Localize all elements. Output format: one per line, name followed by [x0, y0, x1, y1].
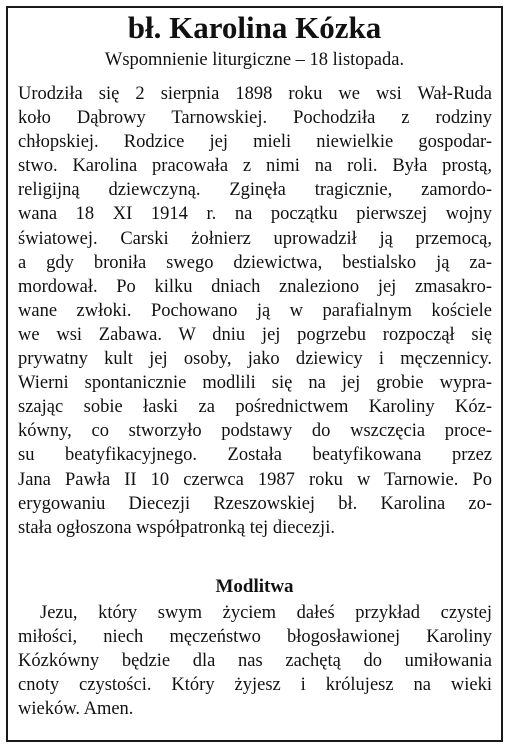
biography-line: wana 18 XI 1914 r. na początku pierwszej wojny — [18, 204, 492, 225]
prayer-line: Kózkówny będzie dla nas zachętą do umiłowania — [18, 651, 492, 672]
biography-line: Wierni spontanicznie modlili się na jej grobie wypra- — [18, 373, 492, 394]
biography-text — [18, 82, 492, 540]
page-subtitle: Wspomnienie liturgiczne – 18 listopada. — [104, 50, 405, 70]
biography-line: światowej. Carski żołnierz uprowadził ją przemocą, — [18, 228, 492, 249]
prayer-line: wieków. Amen. — [18, 699, 134, 720]
biography-line: religijną dziewczyną. Zginęła tragicznie, zamordo- — [18, 180, 492, 201]
biography-line: erygowaniu Diecezji Rzeszowskiej bł. Karolina zo- — [18, 493, 492, 514]
biography-line: szając sobie łaski za pośrednictwem Karoliny Kóz- — [18, 397, 492, 418]
biography-line: mordował. Po kilku dniach znaleziono jej zmasakro- — [18, 276, 492, 297]
biography-line: we wsi Zabawa. W dniu jej pogrzebu rozpoczął się — [18, 324, 492, 345]
biography-line: koło Dąbrowy Tarnowskiej. Pochodziła z rodziny — [18, 108, 492, 129]
biography-line: wane zwłoki. Pochowano ją w parafialnym kościele — [18, 300, 492, 321]
biography-line: chłopskiej. Rodzice jej mieli niewielkie gospodar- — [18, 132, 492, 153]
biography-line: a gdy broniła swego dziewictwa, bestialsko ją za- — [18, 252, 492, 273]
prayer-text — [18, 601, 492, 721]
biography-line: stała ogłoszona współpatronką tej diecezji. — [18, 517, 335, 538]
biography-line: su beatyfikacyjnego. Została beatyfikowana przez — [18, 445, 492, 466]
biography-line: stwo. Karolina pracowała z nimi na roli. Była prostą, — [18, 156, 492, 177]
biography-line: Jana Pawła II 10 czerwca 1987 roku w Tarnowie. Po — [18, 469, 492, 490]
prayer-line: cnoty czystości. Który żyjesz i królujesz na wieki — [18, 675, 492, 696]
biography-line: prywatny kult jej osoby, jako dziewicy i męczennicy. — [18, 349, 492, 370]
document-page — [6, 6, 503, 742]
biography-line: Urodziła się 2 sierpnia 1898 roku we wsi Wał-Ruda — [18, 84, 492, 104]
page-title: bł. Karolina Kózka — [127, 10, 382, 45]
prayer-line: Jezu, który swym życiem dałeś przykład czystej — [40, 603, 492, 623]
prayer-line: miłości, niech męczeństwo błogosławionej Karoliny — [18, 627, 492, 648]
biography-line: kówny, co stworzyło podstawy do wszczęcia proce- — [18, 421, 492, 442]
prayer-heading: Modlitwa — [215, 576, 294, 597]
